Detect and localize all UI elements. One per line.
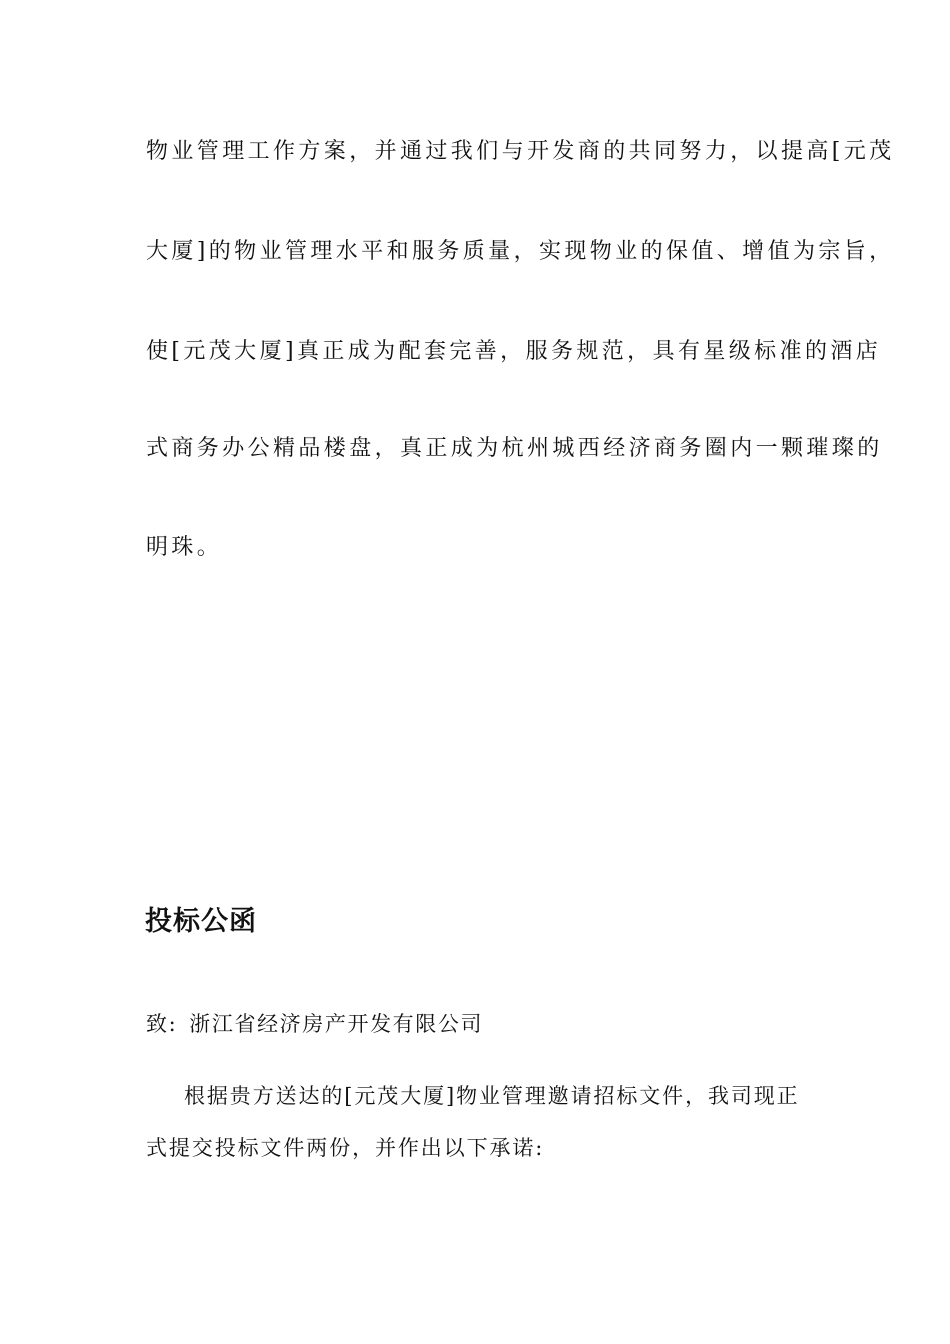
intro-line-3: 使[元茂大厦]真正成为配套完善，服务规范，具有星级标准的酒店 bbox=[146, 339, 882, 364]
intro-line-2: 大厦]的物业管理水平和服务质量，实现物业的保值、增值为宗旨， bbox=[146, 239, 895, 264]
intro-line-5: 明珠。 bbox=[146, 535, 223, 560]
letter-title: 投标公函 bbox=[145, 906, 257, 937]
addressee-name: 浙江省经济房产开发有限公司 bbox=[189, 1012, 484, 1036]
addressee-label: 致: bbox=[146, 1012, 178, 1036]
intro-line-4: 式商务办公精品楼盘，真正成为杭州城西经济商务圈内一颗璀璨的 bbox=[146, 436, 883, 461]
letter-addressee bbox=[146, 1010, 483, 1038]
letter-body-text-1: 根据贵方送达的[元茂大厦]物业管理邀请招标文件，我司现正 bbox=[184, 1084, 800, 1108]
letter-body-line-1 bbox=[146, 1082, 800, 1110]
intro-line-1: 物业管理工作方案，并通过我们与开发商的共同努力，以提高[元茂 bbox=[146, 139, 895, 164]
letter-body-line-2: 式提交投标文件两份，并作出以下承诺: bbox=[146, 1136, 545, 1160]
